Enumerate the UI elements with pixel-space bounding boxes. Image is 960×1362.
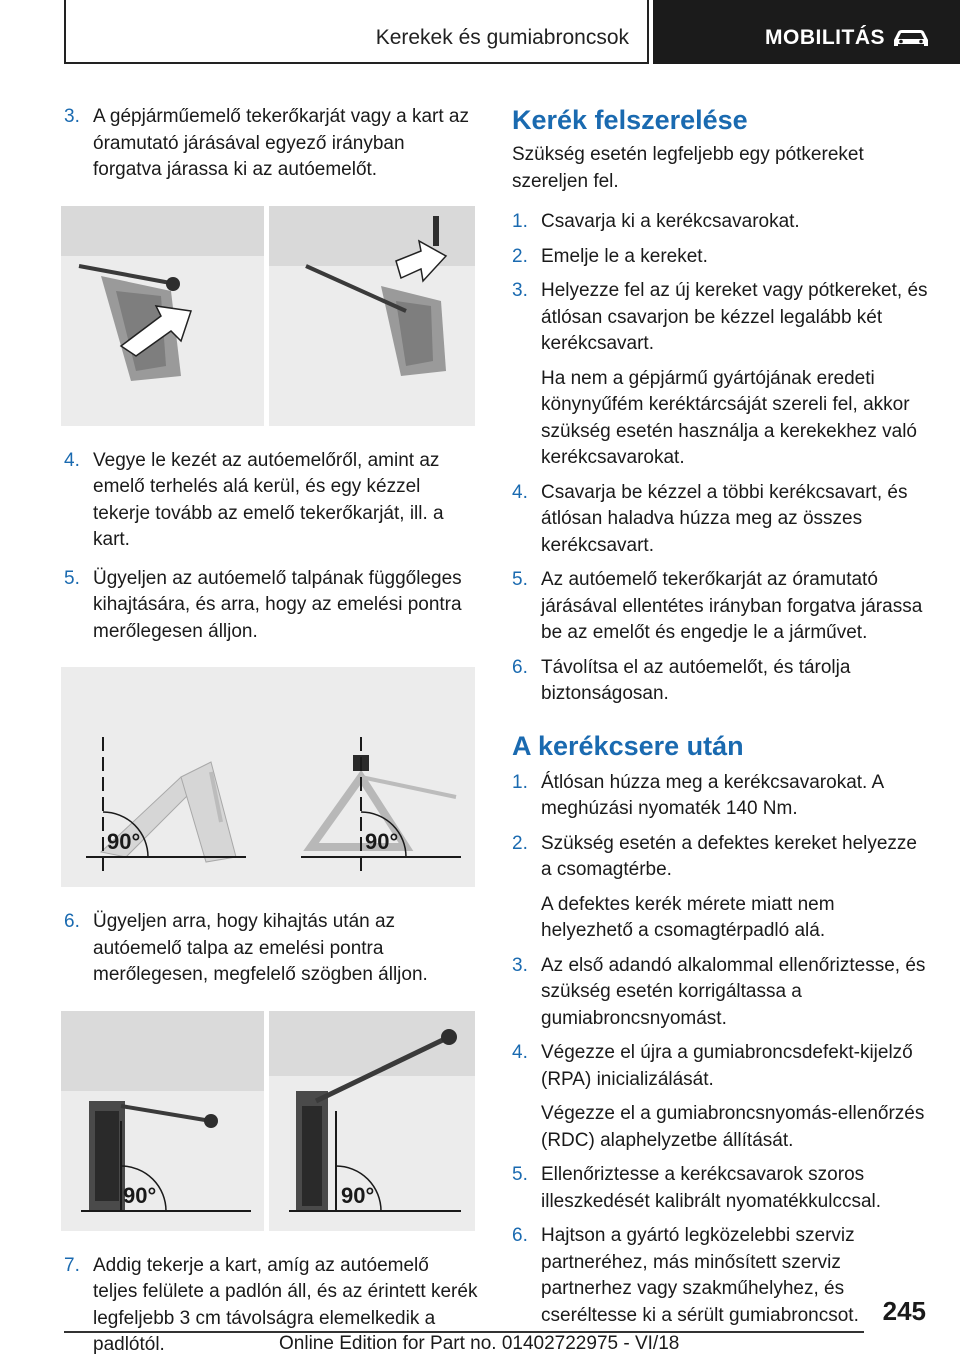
mount-step-1 (512, 209, 928, 236)
step-number: 5. (512, 569, 528, 590)
step-number: 4. (512, 481, 528, 503)
car-icon (891, 26, 931, 50)
mount-step-3 (512, 278, 928, 472)
step-text: Emelje le a kereket. (541, 245, 708, 267)
after-step-1 (512, 770, 928, 823)
figure-jack-lowered (61, 1011, 475, 1231)
step-number: 7. (64, 1254, 80, 1276)
section-intro: Szükség esetén legfeljebb egy pótkereket szereljen fel. (512, 144, 864, 192)
step-note: Végezze el a gumiabroncsnyomás-ellenőrzés (RDC) alaphelyzetbe állítását. (541, 1103, 925, 1151)
angle-label: 90° (341, 1182, 375, 1208)
mount-step-4 (512, 480, 928, 560)
step-text: A gépjárműemelő tekerőkarját vagy a kart az óramutató járásával egyező irányban forgatva járassa ki az autóemelőt. (93, 106, 469, 180)
angle-label: 90° (365, 829, 399, 854)
step-number: 4. (512, 1042, 528, 1063)
header-chapter-tab (653, 0, 960, 64)
step-text: Helyezze fel az új kereket vagy pótkereket, és átlósan csavarjon be kézzel legalább két kerékcsavart. (541, 280, 928, 354)
step-text: Az autóemelő tekerőkarját az óramutató járásával ellentétes irányban forgatva járassa be az emelőt és engedje le a járművet. (541, 569, 923, 643)
mount-step-6 (512, 655, 928, 708)
step-number: 1. (512, 211, 528, 232)
step-number: 3. (64, 106, 80, 127)
after-step-4 (512, 1040, 928, 1154)
step-text: Átlósan húzza meg a kerékcsavarokat. A meghúzási nyomaték 140 Nm. (541, 771, 884, 819)
after-step-6 (512, 1223, 928, 1329)
footer-edition: Online Edition for Part no. 01402722975 - VI/18 (279, 1333, 680, 1354)
step-text: Távolítsa el az autóemelőt, és tárolja biztonságosan. (541, 656, 851, 704)
step-text: Csavarja ki a kerékcsavarokat. (541, 211, 800, 232)
step-text: Ellenőriztesse a kerékcsavarok szoros illeszkedését kalibrált nyomatékkulccsal. (541, 1164, 882, 1212)
step-note: Ha nem a gépjármű gyártójának eredeti könynyűfém keréktárcsáját szereli fel, akkor szükség esetén használja a kerekekhez való kerékcsavarokat. (541, 367, 918, 468)
step-text: Hajtson a gyártó legközelebbi szerviz partneréhez, más minősített szerviz partnerhez vagy szakműhelyhez, és cseréltesse ki a sérült gumiabroncsot. (541, 1225, 859, 1326)
step-3-left (64, 104, 478, 184)
step-6-left (64, 909, 478, 989)
step-text: Ügyeljen arra, hogy kihajtás után az autóemelő talpa az emelési pontra merőlegesen, megfelelő szögben álljon. (93, 911, 428, 985)
step-text: Csavarja be kézzel a többi kerékcsavart, és átlósan haladva húzza meg az összes kerékcsavart. (541, 481, 908, 556)
step-4-left (64, 448, 478, 554)
step-number: 3. (512, 954, 528, 976)
header-section-title: Kerekek és gumiabroncsok (375, 26, 629, 49)
angle-label: 90° (123, 1182, 157, 1208)
figure-jack-crank (61, 206, 475, 426)
section-title-after: A kerékcsere után (512, 730, 744, 761)
header-chapter-label: MOBILITÁS (765, 26, 885, 49)
right-column (512, 104, 928, 1329)
step-text: Végezze el újra a gumiabroncsdefekt-kijelző (RPA) inicializálását. (541, 1042, 913, 1090)
mount-step-5 (512, 567, 928, 647)
step-text: Addig tekerje a kart, amíg az autóemelő teljes felülete a padlón áll, és az érintett kerék legfeljebb 3 cm távolságra elemelkedik a padlótól. (93, 1254, 478, 1355)
mount-step-2 (512, 244, 928, 271)
step-number: 6. (512, 1225, 528, 1246)
step-number: 5. (64, 567, 80, 589)
step-number: 6. (64, 911, 80, 932)
step-text: Az első adandó alkalommal ellenőriztesse, és szükség esetén korrigáltassa a gumiabroncsnyomást. (541, 954, 926, 1029)
step-text: Ügyeljen az autóemelő talpának függőleges kihajtására, és arra, hogy az emelési pontra merőlegesen álljon. (93, 567, 462, 642)
header-section-box (64, 0, 649, 64)
step-text: Szükség esetén a defektes kereket helyezze a csomagtérbe. (541, 832, 918, 880)
step-number: 5. (512, 1164, 528, 1185)
step-number: 6. (512, 656, 528, 678)
jack-crank-illustration (61, 206, 475, 426)
page-number: 245 (882, 1296, 926, 1326)
step-number: 1. (512, 771, 528, 793)
step-number: 2. (512, 245, 528, 267)
step-number: 3. (512, 280, 528, 301)
after-step-5 (512, 1162, 928, 1215)
step-note: A defektes kerék mérete miatt nem helyezhető a csomagtérpadló alá. (541, 893, 835, 941)
figure-jack-angle (61, 667, 475, 887)
left-column (64, 104, 478, 1359)
step-5-left (64, 566, 478, 646)
after-step-3 (512, 953, 928, 1033)
after-step-2 (512, 831, 928, 945)
angle-label: 90° (107, 829, 141, 854)
step-number: 4. (64, 449, 80, 471)
step-text: Vegye le kezét az autóemelőről, amint az emelő terhelés alá kerül, és egy kézzel tekerje tovább az emelő tekerőkarját, ill. a kart. (93, 449, 444, 550)
step-number: 2. (512, 832, 528, 854)
section-title-mount: Kerék felszerelése (512, 105, 748, 135)
